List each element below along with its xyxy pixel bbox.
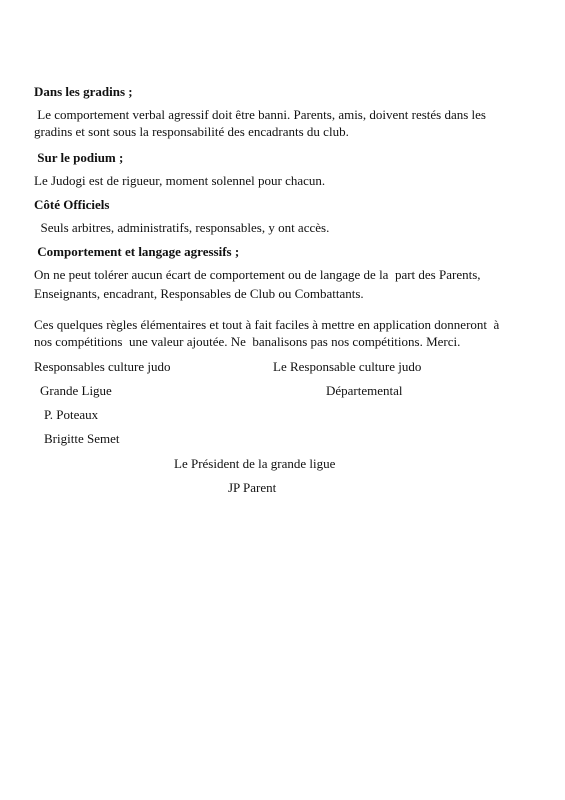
signature-left-name-1: P. Poteaux: [44, 407, 99, 422]
signature-left-title: Responsables culture judo: [34, 359, 171, 374]
closing-line: Ces quelques règles élémentaires et tout à fait faciles à mettre en application donneront à: [34, 317, 500, 332]
section-heading-gradins: Dans les gradins ;: [34, 84, 133, 99]
section-heading-comportement: Comportement et langage agressifs ;: [34, 244, 240, 259]
president-name: JP Parent: [228, 480, 277, 495]
paragraph-line: Le comportement verbal agressif doit être banni. Parents, amis, doivent restés dans les: [34, 107, 486, 122]
paragraph-line: Le Judogi est de rigueur, moment solennel pour chacun.: [34, 173, 326, 188]
signature-right-org: Départemental: [326, 383, 403, 398]
paragraph-line: On ne peut tolérer aucun écart de comportement ou de langage de la part des Parents,: [34, 267, 481, 282]
paragraph-line: Seuls arbitres, administratifs, responsables, y ont accès.: [34, 220, 330, 235]
paragraph-line: Enseignants, encadrant, Responsables de Club ou Combattants.: [34, 286, 364, 301]
signature-left-name-2: Brigitte Semet: [44, 431, 120, 446]
paragraph-line: gradins et sont sous la responsabilité des encadrants du club.: [34, 124, 349, 139]
section-heading-officiels: Côté Officiels: [34, 197, 110, 212]
closing-line: nos compétitions une valeur ajoutée. Ne banalisons pas nos compétitions. Merci.: [34, 334, 461, 349]
president-title: Le Président de la grande ligue: [174, 456, 336, 471]
signature-left-org: Grande Ligue: [40, 383, 112, 398]
section-heading-podium: Sur le podium ;: [34, 150, 124, 165]
signature-right-title: Le Responsable culture judo: [273, 359, 422, 374]
